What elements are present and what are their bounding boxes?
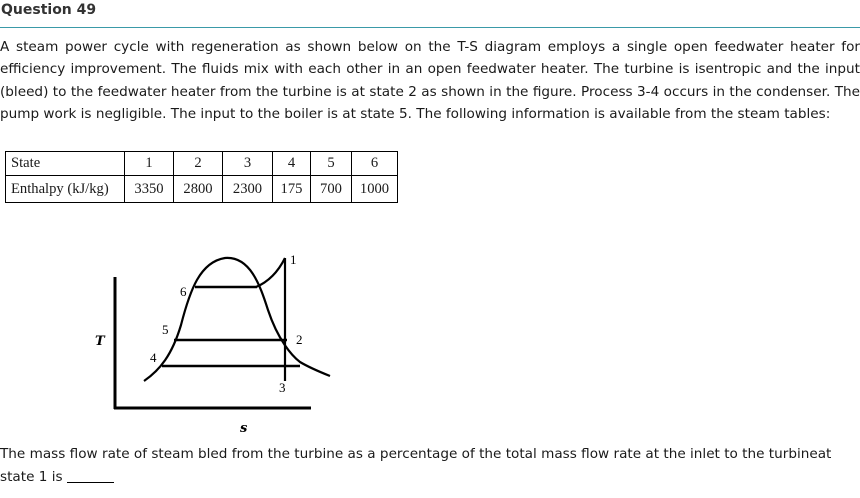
- s-axis-label: s: [240, 421, 248, 436]
- state-row: [6, 152, 398, 176]
- state-5-label: 5: [162, 322, 169, 337]
- state-6-label: 6: [180, 284, 187, 299]
- state-1-label: 1: [290, 252, 297, 267]
- state-cell: 3: [223, 152, 273, 176]
- state-4-label: 4: [150, 350, 157, 365]
- question-ask: [0, 443, 860, 489]
- enthalpy-cell: 700: [311, 176, 352, 203]
- state-3-label: 3: [279, 380, 286, 395]
- state-row-label: State: [6, 152, 125, 176]
- enthalpy-row: [6, 176, 398, 203]
- question-ask-text: The mass flow rate of steam bled from the turbine as a percentage of the total mass flow rate at the inlet to the turbineat state 1 is: [0, 446, 832, 485]
- state-cell: 4: [273, 152, 311, 176]
- saturation-dome: [144, 258, 330, 381]
- t-axis-label: T: [95, 334, 105, 349]
- enthalpy-cell: 1000: [352, 176, 398, 203]
- enthalpy-cell: 2300: [223, 176, 273, 203]
- question-title: Question 49: [1, 2, 97, 18]
- state-cell: 5: [311, 152, 352, 176]
- enthalpy-cell: 3350: [125, 176, 174, 203]
- enthalpy-cell: 175: [273, 176, 311, 203]
- state-cell: 1: [125, 152, 174, 176]
- answer-blank[interactable]: [67, 469, 114, 483]
- enthalpy-row-label: Enthalpy (kJ/kg): [6, 176, 125, 203]
- steam-table: [5, 151, 398, 203]
- question-header: [0, 0, 860, 28]
- enthalpy-cell: 2800: [174, 176, 223, 203]
- state-cell: 6: [352, 152, 398, 176]
- question-intro: A steam power cycle with regeneration as shown below on the T-S diagram employs a single open feedwater heater for efficiency improvement. The fluids mix with each other in an open feedwater heater. The turbine is isentropic and the input (bleed) to the feedwater heater from the turbine is at state 2 as shown in the figure. Process 3-4 occurs in the condenser. The pump work is negligible. The input to the boiler is at state 5. The following information is available from the steam tables:: [0, 39, 860, 123]
- ts-diagram: [80, 240, 340, 440]
- state-cell: 2: [174, 152, 223, 176]
- superheat-curve: [256, 258, 285, 287]
- state-2-label: 2: [296, 332, 303, 347]
